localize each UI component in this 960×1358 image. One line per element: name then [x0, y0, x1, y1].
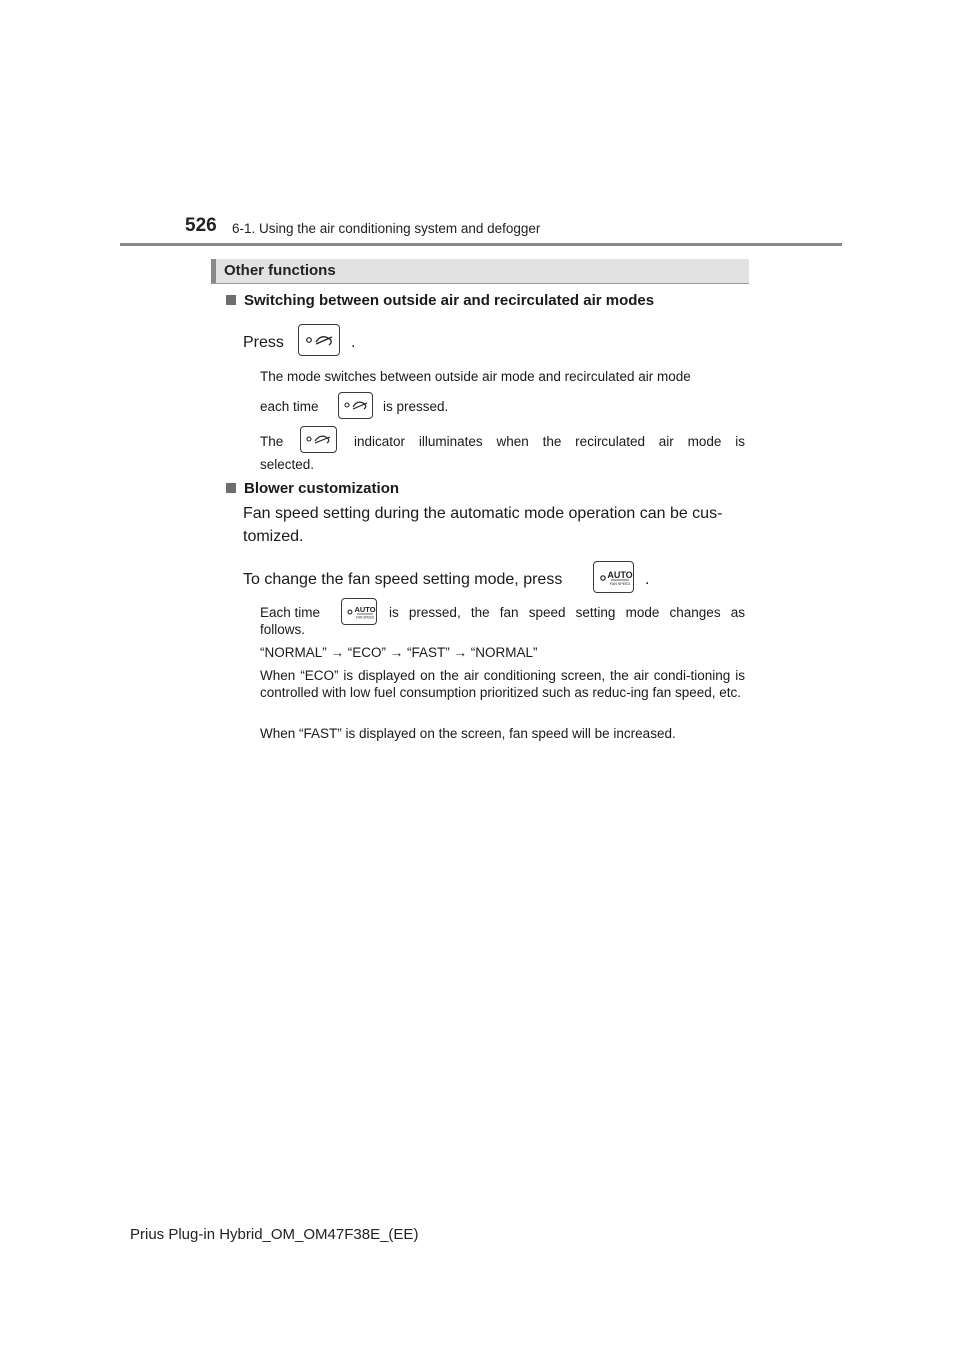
heading-square-icon — [226, 483, 236, 493]
change-mode-text: To change the fan speed setting mode, press — [243, 571, 563, 588]
header-rule — [120, 243, 842, 246]
auto-button-small-icon — [341, 598, 377, 625]
press-end: . — [351, 334, 356, 351]
each-time-follows: follows. — [260, 622, 306, 637]
recirc-button-small-icon — [338, 392, 373, 419]
fast-note: When “FAST” is displayed on the screen, fan speed will be increased. — [260, 726, 676, 741]
blower-para-line1: Fan speed setting during the automatic mode operation can be cus- — [243, 505, 723, 522]
each-time-text: Each time — [260, 605, 321, 620]
section-title: Other functions — [224, 262, 336, 279]
recirc-note-each: each time — [260, 399, 319, 414]
auto-label: AUTO — [607, 570, 633, 580]
recirc-note-line1: The mode switches between outside air mode and recirculated air mode — [260, 369, 691, 384]
footer-doc-id: Prius Plug-in Hybrid_OM_OM47F38E_(EE) — [130, 1226, 419, 1243]
eco-note: When “ECO” is displayed on the air conditioning screen, the air condi-tioning is controlled with low fuel consumption prioritized such as reduc-ing fan speed, etc. — [260, 668, 745, 700]
recirc-note-pressed: is pressed. — [383, 399, 449, 414]
mode-sequence: “NORMAL” → “ECO” → “FAST” → “NORMAL” — [260, 645, 538, 660]
page-number: 526 — [185, 215, 217, 236]
section-banner — [211, 259, 749, 284]
blower-heading-text: Blower customization — [244, 480, 400, 497]
change-mode-end: . — [645, 571, 650, 588]
recirc-heading — [226, 292, 654, 309]
recirc-button-icon — [298, 324, 340, 356]
auto-label-small: AUTO — [354, 605, 376, 614]
recirc-indicator-icon — [300, 426, 337, 453]
auto-sublabel: FAN SPEED — [609, 582, 631, 586]
each-time-changes: is pressed, the fan speed setting mode changes as — [389, 605, 745, 620]
heading-square-icon — [226, 295, 236, 305]
blower-heading — [226, 480, 399, 497]
indicator-note-text: indicator illuminates when the recirculated air mode is — [354, 434, 745, 449]
indicator-note-the: The — [260, 434, 284, 449]
auto-button-icon — [593, 561, 634, 593]
chapter-title: 6-1. Using the air conditioning system and defogger — [232, 221, 541, 236]
blower-para-line2: tomized. — [243, 528, 304, 545]
auto-sublabel-small: FAN SPEED — [356, 615, 374, 620]
indicator-note-selected: selected. — [260, 457, 315, 472]
press-text: Press — [243, 334, 284, 351]
recirc-heading-text: Switching between outside air and recirculated air modes — [244, 292, 655, 309]
